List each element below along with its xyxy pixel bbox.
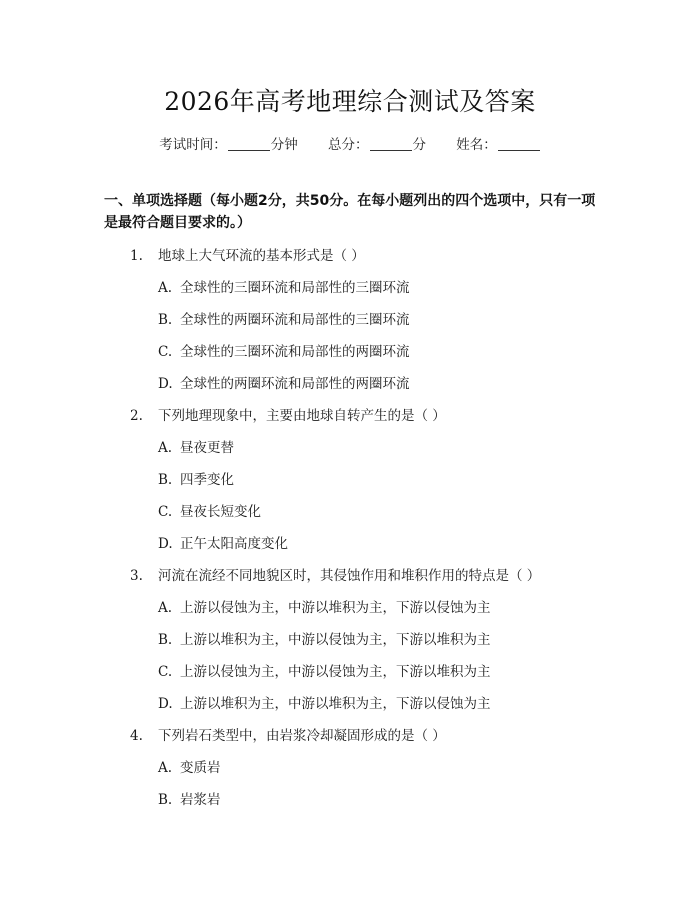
question-1-option-a xyxy=(158,276,410,296)
option-text: 全球性的三圈环流和局部性的三圈环流 xyxy=(180,280,410,296)
option-text: 全球性的两圈环流和局部性的两圈环流 xyxy=(180,376,410,392)
option-text: 岩浆岩 xyxy=(180,792,221,808)
question-3-option-b xyxy=(158,628,491,648)
option-letter: C. xyxy=(158,504,173,520)
question-number: 2. xyxy=(130,408,143,424)
student-name-label: 姓名： xyxy=(456,137,497,153)
student-name-field xyxy=(456,133,541,153)
option-text: 变质岩 xyxy=(180,760,221,776)
question-1-option-c xyxy=(158,340,410,360)
question-text: 下列地理现象中，主要由地球自转产生的是（ ） xyxy=(158,408,446,424)
exam-meta-line xyxy=(0,133,700,153)
question-1-option-b xyxy=(158,308,410,328)
option-letter: B. xyxy=(158,792,173,808)
question-2-option-d xyxy=(158,532,288,552)
exam-time-unit: 分钟 xyxy=(270,137,298,153)
option-text: 上游以侵蚀为主，中游以侵蚀为主，下游以堆积为主 xyxy=(180,664,491,680)
option-letter: D. xyxy=(158,696,173,712)
question-1 xyxy=(130,244,365,264)
question-3 xyxy=(130,564,540,584)
option-text: 昼夜更替 xyxy=(180,440,234,456)
question-text: 河流在流经不同地貌区时，其侵蚀作用和堆积作用的特点是（ ） xyxy=(158,568,541,584)
option-letter: B. xyxy=(158,472,173,488)
option-text: 四季变化 xyxy=(180,472,234,488)
question-3-option-a xyxy=(158,596,491,616)
option-letter: A. xyxy=(158,760,173,776)
option-text: 上游以堆积为主，中游以堆积为主，下游以侵蚀为主 xyxy=(180,696,491,712)
question-3-option-c xyxy=(158,660,491,680)
option-text: 上游以侵蚀为主，中游以堆积为主，下游以侵蚀为主 xyxy=(180,600,491,616)
question-4-option-b xyxy=(158,788,221,808)
option-letter: C. xyxy=(158,664,173,680)
option-letter: A. xyxy=(158,600,173,616)
option-letter: C. xyxy=(158,344,173,360)
option-letter: B. xyxy=(158,632,173,648)
option-letter: A. xyxy=(158,440,173,456)
option-text: 上游以堆积为主，中游以侵蚀为主，下游以堆积为主 xyxy=(180,632,491,648)
question-2-option-b xyxy=(158,468,234,488)
option-letter: D. xyxy=(158,376,173,392)
option-text: 全球性的两圈环流和局部性的三圈环流 xyxy=(180,312,410,328)
option-text: 全球性的三圈环流和局部性的两圈环流 xyxy=(180,344,410,360)
question-1-option-d xyxy=(158,372,410,392)
question-number: 3. xyxy=(130,568,143,584)
section-heading: 一、单项选择题（每小题2分，共50分。在每小题列出的四个选项中，只有一项是最符合题目要求的。） xyxy=(104,193,596,231)
question-3-option-d xyxy=(158,692,491,712)
question-2-option-c xyxy=(158,500,261,520)
student-name-blank xyxy=(498,150,540,151)
exam-time-blank xyxy=(228,150,270,151)
question-text: 下列岩石类型中，由岩浆冷却凝固形成的是（ ） xyxy=(158,728,446,744)
option-text: 正午太阳高度变化 xyxy=(180,536,288,552)
question-4-option-a xyxy=(158,756,221,776)
question-2 xyxy=(130,404,446,424)
exam-time-field xyxy=(159,133,298,153)
option-text: 昼夜长短变化 xyxy=(180,504,261,520)
option-letter: B. xyxy=(158,312,173,328)
total-score-field xyxy=(328,133,426,153)
question-number: 4. xyxy=(130,728,143,744)
question-number: 1. xyxy=(130,248,143,264)
page-title: 2026年高考地理综合测试及答案 xyxy=(164,87,536,116)
exam-time-label: 考试时间： xyxy=(159,137,227,153)
question-4 xyxy=(130,724,446,744)
question-text: 地球上大气环流的基本形式是（ ） xyxy=(158,248,365,264)
total-score-blank xyxy=(370,150,412,151)
total-score-unit: 分 xyxy=(412,137,426,153)
option-letter: A. xyxy=(158,280,173,296)
total-score-label: 总分： xyxy=(328,137,369,153)
question-2-option-a xyxy=(158,436,234,456)
option-letter: D. xyxy=(158,536,173,552)
